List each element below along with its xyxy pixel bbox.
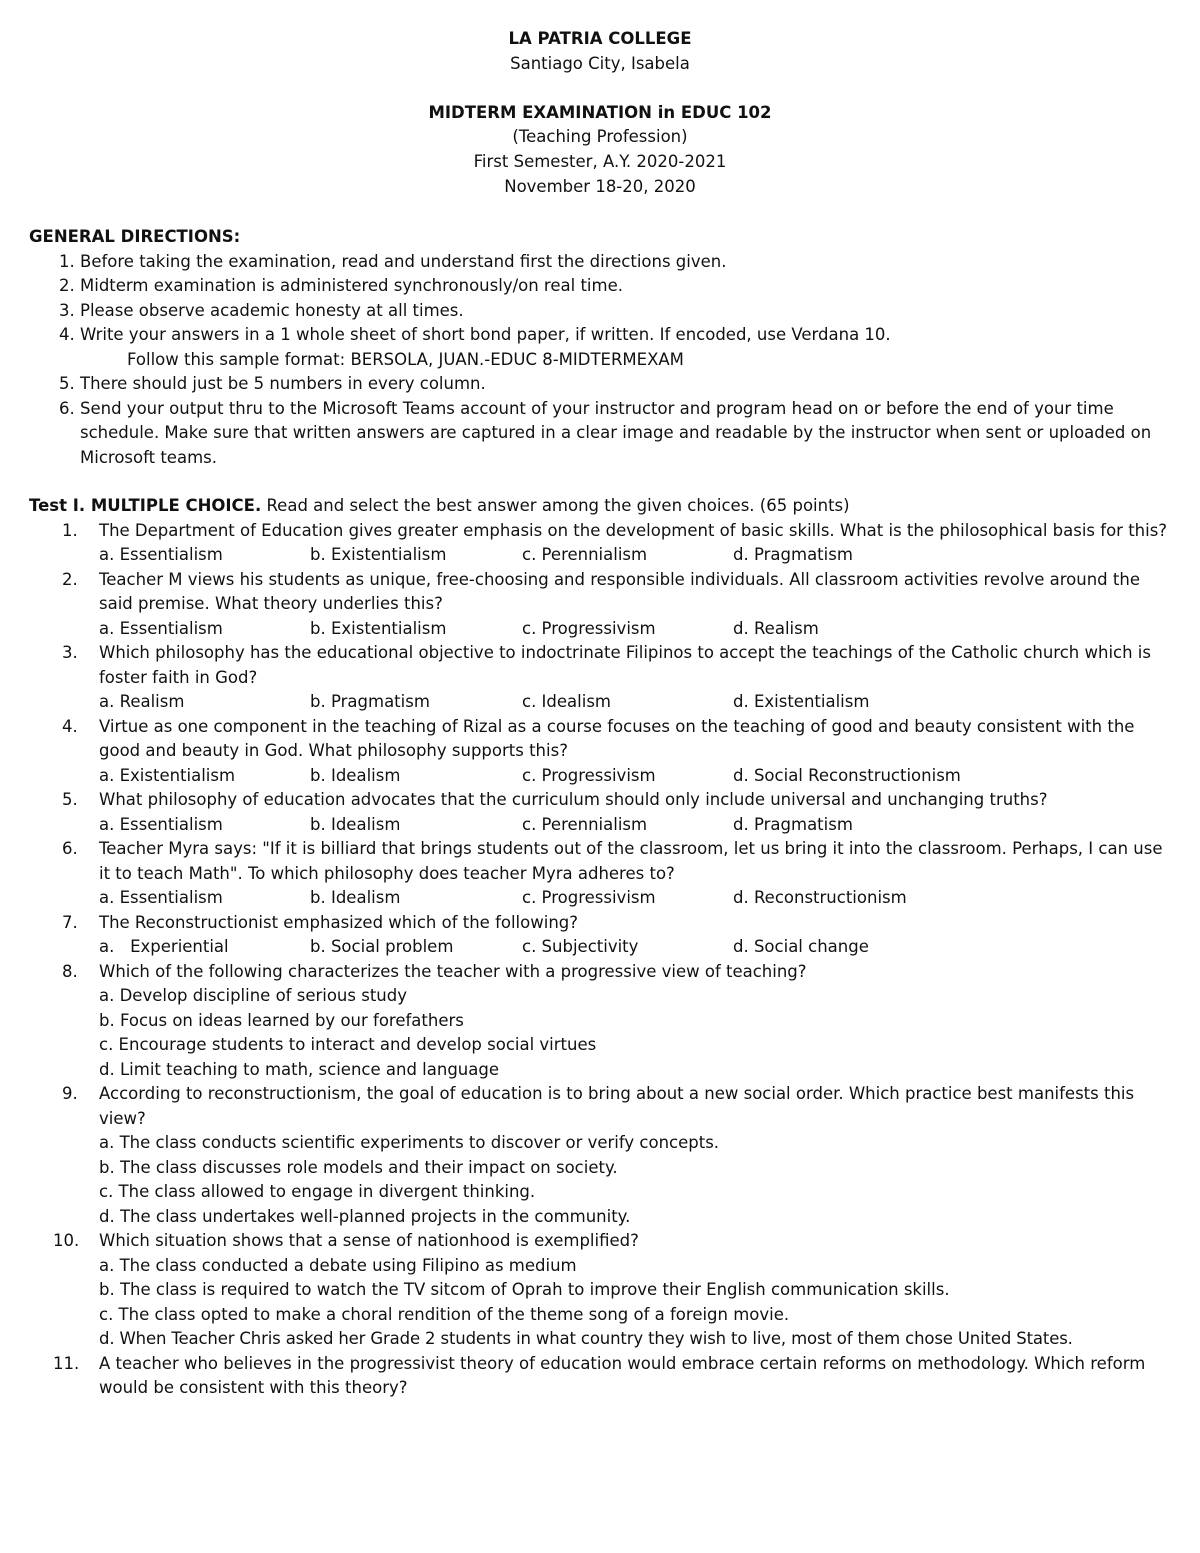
question-text: What philosophy of education advocates that the curriculum should only include universal and unchanging truths?: [99, 790, 1048, 809]
option-d: d. Realism: [733, 618, 819, 638]
exam-title: MIDTERM EXAMINATION in EDUC 102: [428, 102, 772, 122]
question-3: [29, 641, 1174, 715]
option-b: b. The class is required to watch the TV sitcom of Oprah to improve their English communication skills.: [99, 1280, 950, 1299]
option-c: c. Subjectivity: [522, 937, 639, 956]
question-4: [29, 715, 1174, 789]
question-number: 8.: [62, 961, 78, 981]
direction-item: 3. Please observe academic honesty at all times.: [80, 299, 1174, 324]
option-c: c. Perennialism: [522, 814, 648, 834]
option-b: b. Social problem: [310, 937, 454, 956]
option-a: a. Existentialism: [99, 765, 236, 785]
college-name: LA PATRIA COLLEGE: [508, 29, 692, 48]
option-d: d. The class undertakes well-planned projects in the community.: [99, 1206, 631, 1226]
answer-options: [99, 935, 1174, 960]
directions-heading: GENERAL DIRECTIONS:: [29, 227, 241, 246]
question-7: [29, 911, 1174, 960]
college-location: Santiago City, Isabela: [510, 53, 690, 73]
question-number: 6.: [62, 839, 78, 858]
option-c: c. Idealism: [522, 692, 612, 711]
answer-options: [99, 764, 1174, 789]
option-b: b. Pragmatism: [310, 692, 430, 711]
answer-options: [99, 690, 1174, 715]
question-text: Which philosophy has the educational objective to indoctrinate Filipinos to accept the teachings of the Catholic church which is foster faith in God?: [99, 643, 1151, 687]
question-text: According to reconstructionism, the goal of education is to bring about a new social order. Which practice best manifests this view?: [99, 1084, 1135, 1128]
option-a: a. Essentialism: [99, 545, 223, 564]
option-a: a. Essentialism: [99, 814, 223, 834]
direction-item: 1. Before taking the examination, read and understand first the directions given.: [80, 250, 1174, 275]
option-d: d. When Teacher Chris asked her Grade 2 students in what country they wish to live, most of them chose United States.: [99, 1329, 1073, 1348]
question-number: 11.: [53, 1353, 80, 1373]
answer-options: [99, 886, 1174, 911]
option-a: a. Realism: [99, 692, 185, 711]
question-6: [29, 837, 1174, 911]
general-directions: [29, 225, 1174, 470]
question-number: 5.: [62, 790, 78, 809]
option-a: a. The class conducts scientific experiments to discover or verify concepts.: [99, 1133, 720, 1152]
exam-header: [0, 27, 1200, 199]
option-d: d. Limit teaching to math, science and language: [99, 1059, 499, 1079]
question-text: Which situation shows that a sense of nationhood is exemplified?: [99, 1231, 639, 1250]
question-number: 7.: [62, 912, 78, 932]
question-1: [29, 519, 1174, 568]
question-8: [29, 960, 1174, 1083]
option-a: a. The class conducted a debate using Filipino as medium: [99, 1255, 577, 1275]
question-10: [29, 1229, 1174, 1352]
question-text: The Reconstructionist emphasized which of the following?: [99, 912, 579, 932]
test-1-heading: [29, 494, 1174, 519]
option-b: b. Idealism: [310, 765, 401, 785]
option-b: b. Focus on ideas learned by our forefathers: [99, 1010, 464, 1030]
exam-subject: (Teaching Profession): [512, 127, 688, 147]
option-b: b. Existentialism: [310, 618, 447, 638]
question-text: Teacher Myra says: "If it is billiard that brings students out of the classroom, let us bring it into the classroom. Perhaps, I can use it to teach Math". To which philosophy does teacher Myra adheres to?: [99, 839, 1163, 883]
question-text: A teacher who believes in the progressivist theory of education would embrace certain reforms on methodology. Which reform would be consistent with this theory?: [99, 1353, 1146, 1397]
option-c: c. Encourage students to interact and develop social virtues: [99, 1035, 597, 1054]
question-text: The Department of Education gives greater emphasis on the development of basic skills. What is the philosophical basis for this?: [99, 520, 1168, 540]
option-d: d. Reconstructionism: [733, 888, 907, 907]
direction-item: 6. Send your output thru to the Microsoft Teams account of your instructor and program head on or before the end of your time schedule. Make sure that written answers are captured in a clear image and readable by the instructor when sent or uploaded on Microsoft teams.: [80, 397, 1174, 471]
question-number: 10.: [53, 1231, 80, 1250]
option-d: d. Social change: [733, 937, 869, 956]
test-1-section: [29, 494, 1174, 1401]
option-c: c. Progressivism: [522, 618, 656, 638]
option-b: b. Idealism: [310, 888, 401, 907]
question-text: Which of the following characterizes the teacher with a progressive view of teaching?: [99, 961, 807, 981]
option-b: b. Idealism: [310, 814, 401, 834]
question-number: 4.: [62, 716, 78, 736]
option-d: d. Existentialism: [733, 692, 870, 711]
option-d: d. Social Reconstructionism: [733, 765, 961, 785]
question-number: 1.: [62, 520, 78, 540]
option-a: a. Essentialism: [99, 618, 223, 638]
option-b: b. Existentialism: [310, 545, 447, 564]
test-1-instruction: Read and select the best answer among the given choices. (65 points): [261, 496, 850, 515]
exam-date: November 18-20, 2020: [504, 176, 696, 196]
directions-list: [29, 250, 1174, 471]
question-text: Virtue as one component in the teaching of Rizal as a course focuses on the teaching of good and beauty consistent with the good and beauty in God. What philosophy supports this?: [99, 716, 1135, 760]
question-5: [29, 788, 1174, 837]
option-c: c. Perennialism: [522, 545, 648, 564]
question-2: [29, 568, 1174, 642]
option-d: d. Pragmatism: [733, 545, 853, 564]
option-a: a. Essentialism: [99, 888, 223, 907]
option-a: a. Experiential: [99, 937, 229, 956]
answer-options: [99, 813, 1174, 838]
sample-format: Follow this sample format: BERSOLA, JUAN.-EDUC 8-MIDTERMEXAM: [127, 349, 684, 369]
answer-options: [99, 617, 1174, 642]
question-text: Teacher M views his students as unique, free-choosing and responsible individuals. All classroom activities revolve around the said premise. What theory underlies this?: [99, 569, 1140, 613]
direction-item: 2. Midterm examination is administered synchronously/on real time.: [80, 274, 1174, 299]
option-d: d. Pragmatism: [733, 814, 853, 834]
option-a: a. Develop discipline of serious study: [99, 986, 407, 1005]
direction-text: Write your answers in a 1 whole sheet of short bond paper, if written. If encoded, use Verdana 10.: [80, 325, 891, 344]
question-number: 9.: [62, 1084, 78, 1103]
question-number: 2.: [62, 569, 78, 589]
question-9: [29, 1082, 1174, 1229]
question-number: 3.: [62, 643, 78, 662]
answer-options: [99, 543, 1174, 568]
exam-semester: First Semester, A.Y. 2020-2021: [473, 151, 727, 171]
option-c: c. The class opted to make a choral rendition of the theme song of a foreign movie.: [99, 1304, 790, 1324]
direction-item: 5. There should just be 5 numbers in every column.: [80, 372, 1174, 397]
test-1-label: Test I. MULTIPLE CHOICE.: [29, 496, 262, 515]
direction-item: [80, 323, 1174, 372]
option-c: c. Progressivism: [522, 888, 656, 907]
question-11: [29, 1352, 1174, 1401]
option-c: c. Progressivism: [522, 765, 656, 785]
option-b: b. The class discusses role models and their impact on society.: [99, 1157, 618, 1177]
option-c: c. The class allowed to engage in divergent thinking.: [99, 1182, 536, 1201]
